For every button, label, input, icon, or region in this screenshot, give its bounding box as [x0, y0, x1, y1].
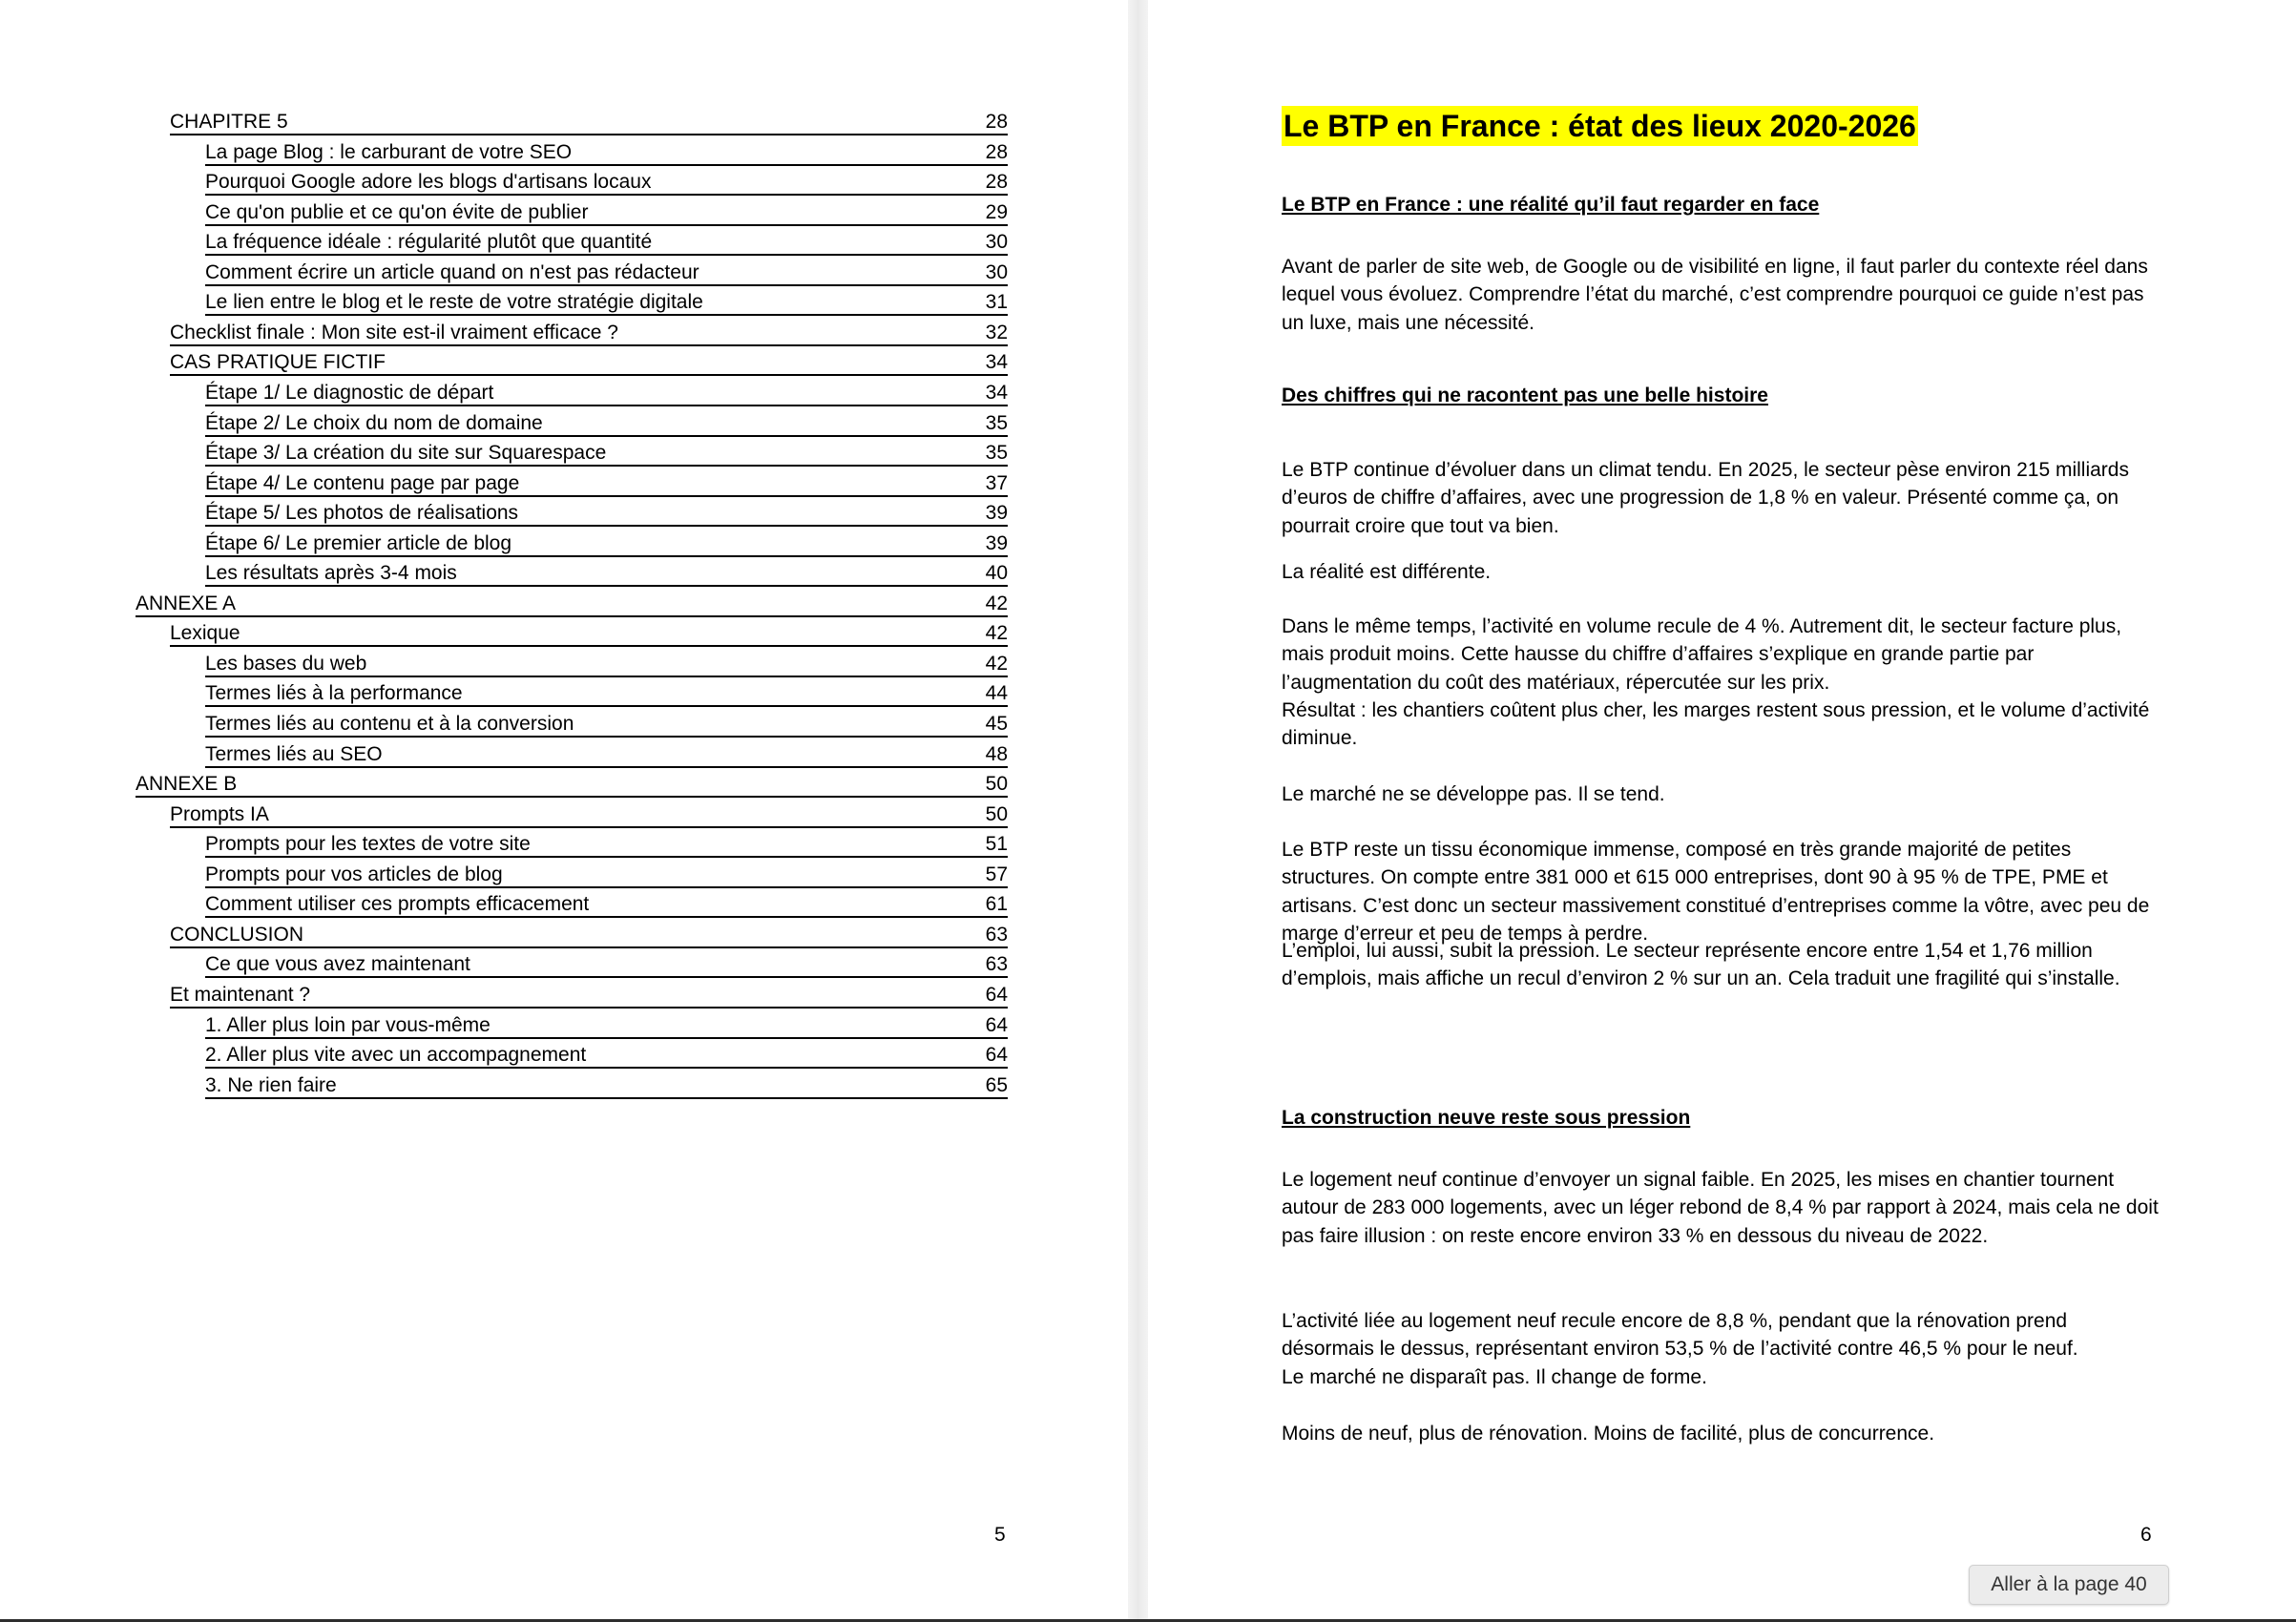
toc-entry-title: Prompts IA: [170, 802, 269, 825]
toc-entry-title: 2. Aller plus vite avec un accompagnement: [205, 1044, 587, 1067]
toc-entry-page: 44: [985, 682, 1008, 705]
toc-entry[interactable]: [170, 622, 1008, 647]
toc-entry-page: 50: [985, 773, 1008, 796]
section-heading: La construction neuve reste sous pression: [1282, 1107, 1691, 1129]
toc-entry[interactable]: [205, 532, 1008, 557]
toc-entry-title: ANNEXE A: [136, 592, 237, 614]
toc-entry[interactable]: [205, 1074, 1008, 1099]
toc-entry-page: 35: [985, 411, 1008, 434]
toc-entry-page: 29: [985, 200, 1008, 223]
toc-entry[interactable]: [205, 743, 1008, 768]
paragraph: Dans le même temps, l’activité en volume recule de 4 %. Autrement dit, le secteur facture plus, mais produit moins. Cette hausse du chiffre d’affaires s’explique en grande partie par l’augmentation du coût des matériaux, répercutée sur les prix.: [1282, 615, 2122, 694]
toc-entry-page: 64: [985, 1044, 1008, 1067]
page-gutter: [1128, 0, 1148, 1619]
toc-entry-page: 28: [985, 171, 1008, 194]
toc-entry-page: 50: [985, 802, 1008, 825]
toc-entry-page: 32: [985, 321, 1008, 343]
paragraph: Le marché ne disparaît pas. Il change de forme.: [1282, 1366, 1707, 1388]
toc-entry-title: Étape 2/ Le choix du nom de domaine: [205, 411, 543, 434]
toc-entry[interactable]: [205, 833, 1008, 858]
toc-entry-title: Ce qu'on publie et ce qu'on évite de publier: [205, 200, 589, 223]
toc-entry[interactable]: [170, 111, 1008, 135]
toc-entry-page: 42: [985, 592, 1008, 614]
toc-entry[interactable]: [205, 682, 1008, 707]
toc-entry-title: Étape 5/ Les photos de réalisations: [205, 502, 519, 525]
page-number-right: 6: [2140, 1524, 2152, 1546]
toc-entry[interactable]: [205, 261, 1008, 286]
toc-entry[interactable]: [205, 562, 1008, 587]
toc-entry-title: CHAPITRE 5: [170, 111, 288, 133]
toc-entry-page: 39: [985, 531, 1008, 554]
toc-entry[interactable]: [205, 382, 1008, 406]
toc-entry-page: 30: [985, 260, 1008, 283]
toc-entry-title: Et maintenant ?: [170, 983, 311, 1006]
toc-entry-title: Termes liés au SEO: [205, 742, 383, 765]
toc-entry-page: 45: [985, 713, 1008, 735]
toc-entry[interactable]: [205, 1044, 1008, 1069]
toc-entry-page: 35: [985, 442, 1008, 465]
section-heading: Des chiffres qui ne racontent pas une belle histoire: [1282, 385, 1768, 406]
toc-entry[interactable]: [205, 141, 1008, 166]
toc-entry-page: 40: [985, 562, 1008, 585]
toc-entry[interactable]: [170, 803, 1008, 828]
toc-entry-page: 63: [985, 953, 1008, 976]
toc-entry-page: 30: [985, 231, 1008, 254]
toc-entry-page: 39: [985, 502, 1008, 525]
toc-entry[interactable]: [205, 291, 1008, 316]
paragraph: Avant de parler de site web, de Google ou de visibilité en ligne, il faut parler du contexte réel dans lequel vous évoluez. Comprendre l’état du marché, c’est comprendre pourquoi ce guide n’est pas un luxe, mais une nécessité.: [1282, 256, 2148, 334]
paragraph: Le BTP continue d’évoluer dans un climat tendu. En 2025, le secteur pèse environ 215 milliards d’euros de chiffre d’affaires, avec une progression de 1,8 % en valeur. Présenté comme ça, on pourrait croire que tout va bien.: [1282, 459, 2129, 537]
toc-entry[interactable]: [205, 502, 1008, 527]
toc-entry[interactable]: [205, 171, 1008, 196]
toc-entry-title: Le lien entre le blog et le reste de votre stratégie digitale: [205, 291, 703, 314]
toc-entry-page: 51: [985, 833, 1008, 856]
toc-entry[interactable]: [136, 593, 1008, 617]
toc-entry[interactable]: [205, 412, 1008, 437]
toc-entry-title: Comment utiliser ces prompts efficacement: [205, 893, 590, 916]
toc-entry-page: 42: [985, 652, 1008, 675]
toc-entry-page: 64: [985, 983, 1008, 1006]
toc-entry[interactable]: [205, 713, 1008, 738]
toc-entry[interactable]: [170, 984, 1008, 1009]
paragraph: Moins de neuf, plus de rénovation. Moins de facilité, plus de concurrence.: [1282, 1423, 1935, 1445]
toc-entry[interactable]: [205, 1014, 1008, 1039]
toc-entry-title: Lexique: [170, 622, 240, 645]
toc-entry-page: 31: [985, 291, 1008, 314]
paragraph: L’emploi, lui aussi, subit la pression. Le secteur représente encore entre 1,54 et 1,76 million d’emplois, mais affiche un recul d’environ 2 % sur un an. Cela traduit une fragilité qui s’installe.: [1282, 940, 2120, 990]
page-title: Le BTP en France : état des lieux 2020-2026: [1282, 106, 1918, 146]
toc-entry-title: ANNEXE B: [136, 773, 238, 796]
toc-entry[interactable]: [205, 863, 1008, 888]
paragraph: Le BTP reste un tissu économique immense, composé en très grande majorité de petites structures. On compte entre 381 000 et 615 000 entreprises, dont 90 à 95 % de TPE, PME et artisans. C’est donc un secteur massivement constitué d’entreprises comme la vôtre, avec peu de marge d’erreur et peu de temps à perdre.: [1282, 839, 2150, 946]
toc-entry-page: 42: [985, 622, 1008, 645]
toc-entry[interactable]: [170, 924, 1008, 948]
section-heading: Le BTP en France : une réalité qu’il faut regarder en face: [1282, 194, 1820, 216]
toc-entry[interactable]: [205, 201, 1008, 226]
toc-entry[interactable]: [205, 893, 1008, 918]
toc-entry-title: Prompts pour vos articles de blog: [205, 863, 503, 885]
toc-entry[interactable]: [170, 351, 1008, 376]
toc-entry-title: Pourquoi Google adore les blogs d'artisans locaux: [205, 171, 652, 194]
toc-entry-page: 63: [985, 923, 1008, 946]
toc-entry-title: Checklist finale : Mon site est-il vraiment efficace ?: [170, 321, 618, 343]
toc-entry-title: Étape 4/ Le contenu page par page: [205, 471, 520, 494]
toc-entry-title: 1. Aller plus loin par vous-même: [205, 1013, 491, 1036]
toc-entry-title: Étape 1/ Le diagnostic de départ: [205, 381, 494, 404]
paragraph: Le logement neuf continue d’envoyer un signal faible. En 2025, les mises en chantier tournent autour de 283 000 logements, avec un léger rebond de 8,4 % par rapport à 2024, mais cela ne doit pas faire illusion : on reste encore environ 33 % en dessous du niveau de 2022.: [1282, 1169, 2159, 1247]
toc-entry[interactable]: [205, 231, 1008, 256]
toc-entry-page: 48: [985, 742, 1008, 765]
toc-entry-page: 28: [985, 140, 1008, 163]
toc-entry-title: Termes liés à la performance: [205, 682, 463, 705]
paragraph: L’activité liée au logement neuf recule encore de 8,8 %, pendant que la rénovation prend désormais le dessus, représentant environ 53,5 % de l’activité contre 46,5 % pour le neuf.: [1282, 1310, 2078, 1361]
toc-entry-page: 64: [985, 1013, 1008, 1036]
toc-entry-title: Les résultats après 3-4 mois: [205, 562, 457, 585]
toc-entry-title: Prompts pour les textes de votre site: [205, 833, 531, 856]
paragraph: Résultat : les chantiers coûtent plus cher, les marges restent sous pression, et le volume d’activité diminue.: [1282, 699, 2150, 750]
toc-entry-page: 57: [985, 863, 1008, 885]
toc-entry-title: CAS PRATIQUE FICTIF: [170, 351, 386, 374]
toc-entry-page: 65: [985, 1073, 1008, 1096]
toc-entry-title: Ce que vous avez maintenant: [205, 953, 470, 976]
toc-entry[interactable]: [205, 953, 1008, 978]
paragraph: La réalité est différente.: [1282, 561, 1492, 583]
toc-entry-page: 61: [985, 893, 1008, 916]
toc-entry-title: 3. Ne rien faire: [205, 1073, 337, 1096]
toc-entry-page: 37: [985, 471, 1008, 494]
toc-entry-page: 34: [985, 381, 1008, 404]
page-number-left: 5: [994, 1524, 1006, 1546]
toc-entry-title: Termes liés au contenu et à la conversion: [205, 713, 574, 735]
toc-entry-title: Étape 3/ La création du site sur Squarespace: [205, 442, 607, 465]
toc-entry[interactable]: [136, 773, 1008, 798]
toc-entry[interactable]: [205, 653, 1008, 677]
go-to-page-button[interactable]: Aller à la page 40: [1969, 1565, 2169, 1605]
toc-entry-title: Étape 6/ Le premier article de blog: [205, 531, 512, 554]
toc-entry-title: Les bases du web: [205, 652, 367, 675]
toc-entry[interactable]: [170, 322, 1008, 346]
toc-entry-title: La fréquence idéale : régularité plutôt que quantité: [205, 231, 653, 254]
toc-entry[interactable]: [205, 472, 1008, 497]
toc-entry-title: CONCLUSION: [170, 923, 304, 946]
toc-entry-title: Comment écrire un article quand on n'est pas rédacteur: [205, 260, 699, 283]
toc-entry-page: 34: [985, 351, 1008, 374]
toc-entry-page: 28: [985, 111, 1008, 133]
toc-entry-title: La page Blog : le carburant de votre SEO: [205, 140, 573, 163]
paragraph: Le marché ne se développe pas. Il se tend.: [1282, 783, 1665, 805]
toc-entry[interactable]: [205, 442, 1008, 467]
